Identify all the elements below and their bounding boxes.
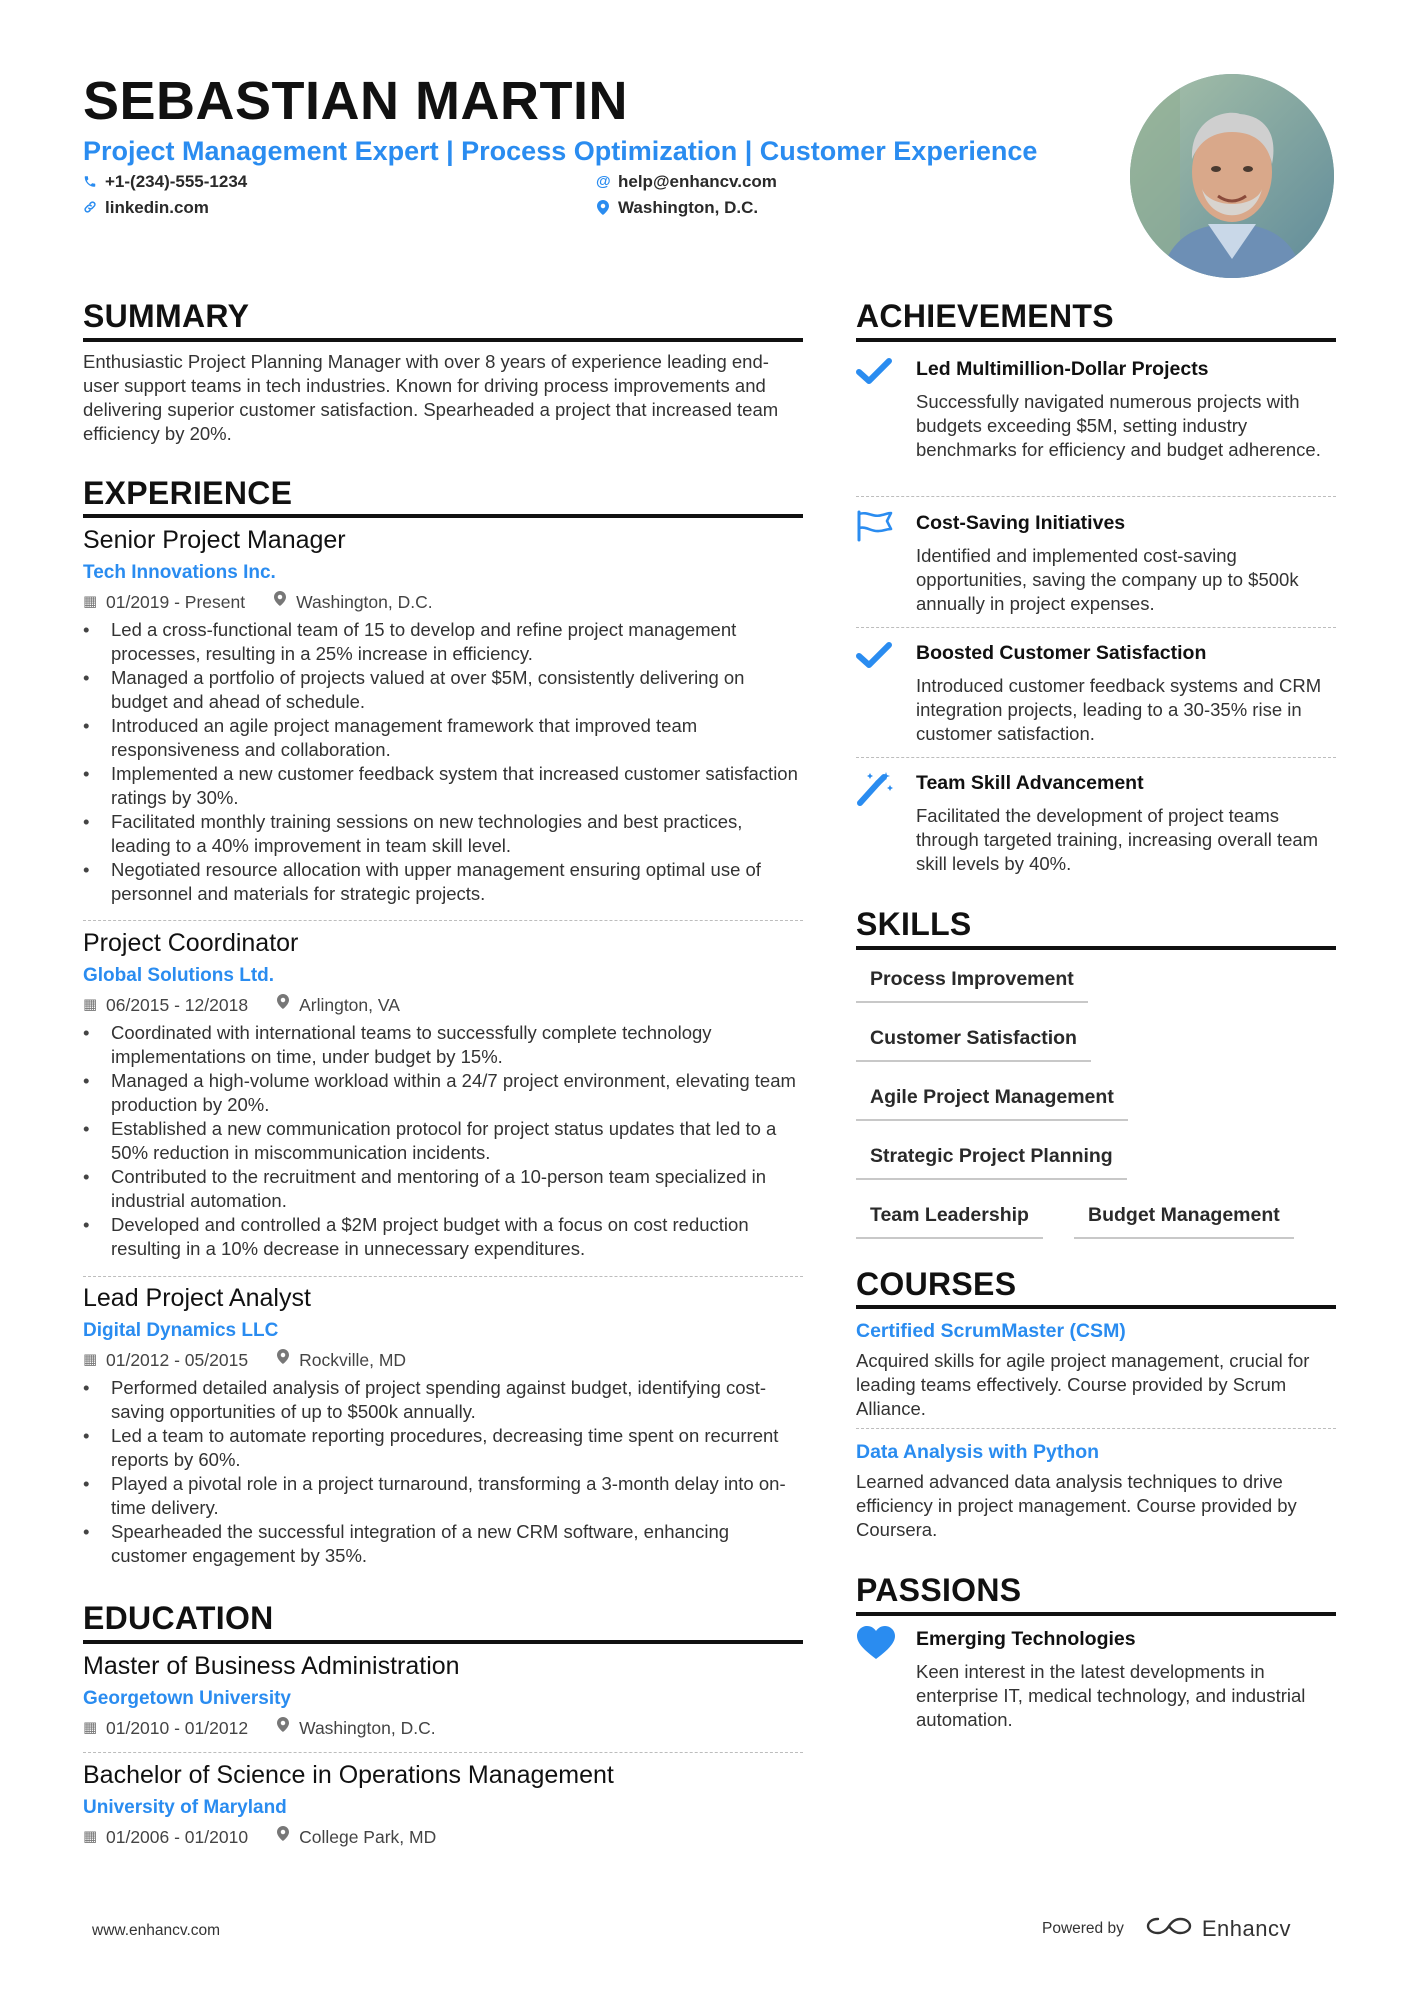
job-bullet: • Played a pivotal role in a project turnaround, transforming a 3-month delay into on-time delivery.	[83, 1472, 803, 1520]
skill-tag: Strategic Project Planning	[856, 1145, 1127, 1180]
education-dates: 01/2010 - 01/2012	[106, 1718, 249, 1738]
job-company: Global Solutions Ltd.	[83, 965, 275, 986]
divider	[83, 1276, 803, 1277]
courses-rule	[856, 1305, 1336, 1309]
phone-text: +1-(234)-555-1234	[105, 172, 248, 191]
calendar-icon: ▦	[83, 1828, 98, 1845]
achievement-desc: Successfully navigated numerous projects with budgets exceeding $5M, setting industry benchmarks for efficiency and budget adherence.	[916, 391, 1321, 460]
job-company: Tech Innovations Inc.	[83, 562, 276, 583]
achievement-desc: Introduced customer feedback systems and CRM integration projects, leading to a 30-35% rise in customer satisfaction.	[916, 675, 1322, 744]
job-dates: 06/2015 - 12/2018	[106, 995, 249, 1015]
job-bullets	[83, 1021, 803, 1261]
job-title: Senior Project Manager	[83, 526, 346, 554]
achievements-section-title: ACHIEVEMENTS	[856, 298, 1114, 334]
skill-tag: Agile Project Management	[856, 1086, 1128, 1121]
achievement-desc: Identified and implemented cost-saving opportunities, saving the company up to $500k annually in project expenses.	[916, 545, 1299, 614]
job-meta	[83, 1349, 803, 1371]
candidate-name: SEBASTIAN MARTIN	[83, 71, 628, 131]
passion-title: Emerging Technologies	[916, 1628, 1136, 1650]
school: Georgetown University	[83, 1688, 291, 1709]
education-dates: 01/2006 - 01/2010	[106, 1827, 249, 1847]
footer-branding	[1042, 1915, 1291, 1943]
job-bullet: • Led a team to automate reporting procedures, decreasing time spent on recurrent reports by 60%.	[83, 1424, 803, 1472]
job-location: Washington, D.C.	[296, 592, 433, 612]
headline: Project Management Expert | Process Optimization | Customer Experience	[83, 136, 1038, 166]
linkedin-text[interactable]: linkedin.com	[105, 198, 209, 217]
location-pin-icon	[276, 994, 290, 1016]
summary-rule	[83, 338, 803, 342]
contact-info	[83, 172, 1003, 228]
education-entry	[83, 1651, 803, 1739]
education-location: Washington, D.C.	[299, 1718, 436, 1738]
skills-section-title: SKILLS	[856, 906, 972, 942]
job-bullets	[83, 1376, 803, 1568]
job-bullet: • Developed and controlled a $2M project budget with a focus on cost reduction resulting in a 10% decrease in unnecessary expenditures.	[83, 1213, 803, 1261]
job-bullet: • Spearheaded the successful integration of a new CRM software, enhancing customer engagement by 35%.	[83, 1520, 803, 1568]
brand-name: Enhancv	[1201, 1916, 1291, 1941]
job-location: Arlington, VA	[299, 995, 400, 1015]
phone-icon	[83, 174, 97, 190]
achievement-item	[856, 640, 1336, 746]
experience-rule	[83, 514, 803, 518]
divider	[83, 920, 803, 921]
email-text[interactable]: help@enhancv.com	[618, 172, 777, 191]
degree: Bachelor of Science in Operations Management	[83, 1761, 614, 1789]
job-location: Rockville, MD	[299, 1350, 407, 1370]
achievement-item	[856, 356, 1336, 462]
location-pin-icon	[273, 591, 287, 613]
achievement-title: Cost-Saving Initiatives	[916, 512, 1126, 534]
calendar-icon: ▦	[83, 1719, 98, 1736]
job-meta	[83, 591, 803, 613]
achievement-desc: Facilitated the development of project teams through targeted training, increasing overall team skill levels by 40%.	[916, 805, 1319, 874]
infinity-logo-icon	[1146, 1915, 1192, 1943]
achievement-title: Team Skill Advancement	[916, 772, 1144, 794]
job-dates: 01/2019 - Present	[106, 592, 246, 612]
job-dates: 01/2012 - 05/2015	[106, 1350, 249, 1370]
passion-desc: Keen interest in the latest developments in enterprise IT, medical technology, and industrial automation.	[916, 1661, 1306, 1730]
course-desc: Acquired skills for agile project management, crucial for leading teams effectively. Course provided by Scrum Alliance.	[856, 1350, 1310, 1419]
profile-photo	[1130, 74, 1334, 278]
passion-item	[856, 1626, 1336, 1732]
job-title: Lead Project Analyst	[83, 1284, 311, 1312]
education-section-title: EDUCATION	[83, 1600, 274, 1636]
skill-tag: Team Leadership	[856, 1204, 1043, 1239]
job-company: Digital Dynamics LLC	[83, 1320, 279, 1341]
calendar-icon: ▦	[83, 1351, 98, 1368]
location-pin-icon	[276, 1826, 290, 1848]
brand-logo[interactable]	[1146, 1915, 1291, 1943]
divider	[856, 757, 1336, 758]
calendar-icon: ▦	[83, 996, 98, 1013]
divider	[83, 1752, 803, 1753]
job-bullet: • Established a new communication protocol for project status updates that led to a 50% reduction in miscommunication incidents.	[83, 1117, 803, 1165]
achievement-title: Led Multimillion-Dollar Projects	[916, 358, 1209, 380]
course-title: Data Analysis with Python	[856, 1441, 1100, 1463]
linkedin-contact[interactable]	[83, 198, 209, 218]
location-pin-icon	[596, 200, 610, 216]
experience-section-title: EXPERIENCE	[83, 475, 293, 511]
email-contact[interactable]	[596, 172, 777, 192]
magic-wand-icon	[856, 770, 896, 802]
location-contact	[596, 198, 758, 218]
summary-section-title: SUMMARY	[83, 298, 250, 334]
skill-tag: Customer Satisfaction	[856, 1027, 1091, 1062]
courses-section-title: COURSES	[856, 1266, 1017, 1302]
passions-rule	[856, 1612, 1336, 1616]
divider	[856, 496, 1336, 497]
education-meta	[83, 1826, 803, 1848]
education-location: College Park, MD	[299, 1827, 437, 1847]
education-meta	[83, 1717, 803, 1739]
passions-section-title: PASSIONS	[856, 1572, 1022, 1608]
phone-contact	[83, 172, 247, 192]
job-bullet: • Facilitated monthly training sessions on new technologies and best practices, leading to a 40% improvement in team skill level.	[83, 810, 803, 858]
location-text: Washington, D.C.	[618, 198, 759, 217]
job-bullet: • Introduced an agile project management framework that improved team responsiveness and collaboration.	[83, 714, 803, 762]
summary-text: Enthusiastic Project Planning Manager with over 8 years of experience leading end-user support teams in tech industries. Known for driving process improvements and delivering superior customer satisfaction. Spearheaded a project that increased team efficiency by 20%.	[83, 351, 779, 444]
job-entry	[83, 928, 803, 1261]
divider	[856, 1428, 1336, 1429]
job-bullet: • Implemented a new customer feedback system that increased customer satisfaction ratings by 30%.	[83, 762, 803, 810]
job-bullet: • Performed detailed analysis of project spending against budget, identifying cost-saving opportunities of up to $500k annually.	[83, 1376, 803, 1424]
link-icon	[83, 200, 97, 216]
achievements-rule	[856, 338, 1336, 342]
job-title: Project Coordinator	[83, 929, 299, 957]
heart-icon	[856, 1626, 896, 1658]
job-bullets	[83, 618, 803, 906]
job-bullet: • Negotiated resource allocation with upper management ensuring optimal use of personnel and materials for strategic projects.	[83, 858, 803, 906]
job-entry	[83, 1283, 803, 1568]
course-desc: Learned advanced data analysis techniques to drive efficiency in project management. Course provided by Coursera.	[856, 1471, 1297, 1540]
education-rule	[83, 1640, 803, 1644]
skills-rule	[856, 946, 1336, 950]
flag-icon	[856, 510, 896, 542]
course-title: Certified ScrumMaster (CSM)	[856, 1320, 1126, 1342]
powered-by-text: Powered by	[1042, 1920, 1124, 1937]
footer-website[interactable]: www.enhancv.com	[92, 1922, 221, 1939]
job-bullet: • Led a cross-functional team of 15 to develop and refine project management processes, resulting in a 25% increase in efficiency.	[83, 618, 803, 666]
job-bullet: • Managed a high-volume workload within a 24/7 project environment, elevating team production by 20%.	[83, 1069, 803, 1117]
degree: Master of Business Administration	[83, 1652, 460, 1680]
achievement-title: Boosted Customer Satisfaction	[916, 642, 1207, 664]
achievement-item	[856, 510, 1336, 616]
job-bullet: • Contributed to the recruitment and mentoring of a 10-person team specialized in industrial automation.	[83, 1165, 803, 1213]
education-entry	[83, 1760, 803, 1848]
skill-tag: Process Improvement	[856, 968, 1088, 1003]
school: University of Maryland	[83, 1797, 287, 1818]
job-meta	[83, 994, 803, 1016]
calendar-icon: ▦	[83, 593, 98, 610]
location-pin-icon	[276, 1349, 290, 1371]
checkmark-icon	[856, 640, 896, 672]
job-bullet: • Coordinated with international teams to successfully complete technology implementations on time, under budget by 15%.	[83, 1021, 803, 1069]
checkmark-icon	[856, 356, 896, 388]
job-bullet: • Managed a portfolio of projects valued at over $5M, consistently delivering on budget and ahead of schedule.	[83, 666, 803, 714]
location-pin-icon	[276, 1717, 290, 1739]
achievement-item	[856, 770, 1336, 876]
at-icon: @	[596, 173, 611, 190]
divider	[856, 627, 1336, 628]
skill-tag: Budget Management	[1074, 1204, 1294, 1239]
job-entry	[83, 525, 803, 906]
